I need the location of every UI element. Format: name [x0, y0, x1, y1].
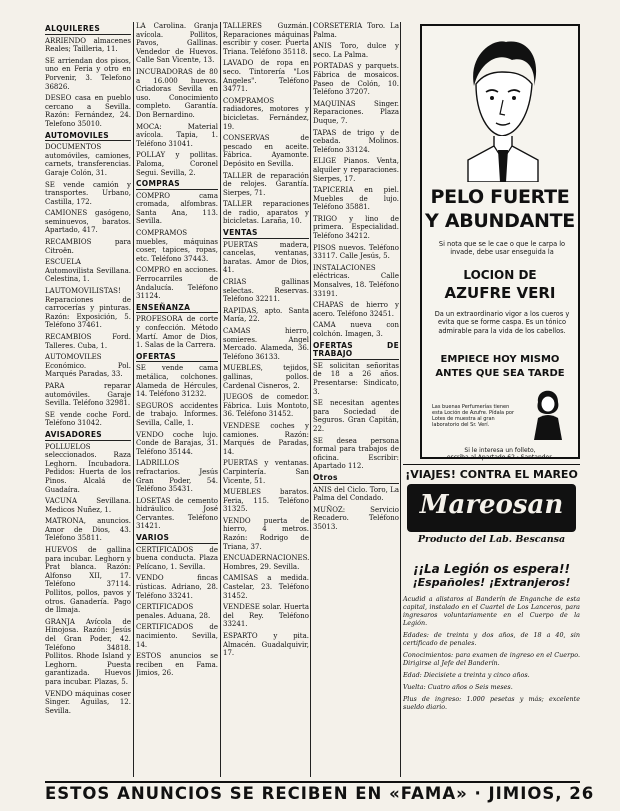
ad-subtitle: Producto del Lab. Bescansa — [417, 534, 566, 545]
classified-ad: CORSETERIA Toro. La Palma. — [313, 22, 399, 39]
section-heading: Otros — [313, 474, 399, 484]
section-heading: VARIOS — [136, 534, 218, 544]
ad-mareosan — [403, 468, 580, 550]
classified-ad: SE necesitan agentes para Sociedad de Seguros. Gran Capitán, 22. — [313, 399, 399, 433]
classified-ad: PARA reparar automóviles. Garaje Sevilla. Teléfono 32981. — [45, 381, 131, 408]
ad-footer-line: escriba al Apartado 62 · Santander. — [446, 454, 554, 461]
classified-ad: ESPARTO y pita. Almacén. Guadalquivir, 17. — [223, 632, 309, 658]
classified-ad: VACUNA Sevillana. Medicos Nuñez, 1. — [45, 497, 131, 514]
ad-side-note: Las buenas Perfumerías tienen esta Loción de Azufre. Pídala por Lotes de muestra al gran laboratorio del Sr. Verí. — [432, 404, 514, 428]
classified-ad: POLLUELOS seleccionados. Raza Leghorn. Incubadora. Pedidos: Huerta de los Pinos. Alcalá de Guadaíra. — [45, 442, 131, 494]
classified-ad: LADRILLOS refractarios. Jesús Gran Poder, 54. Teléfono 35431. — [136, 459, 218, 494]
man-portrait-illustration — [454, 34, 550, 182]
classified-ad: CERTIFICADOS penales. Aduana, 28. — [136, 603, 211, 620]
classified-ad: CAMIONES gasógeno, seminuevos, baratos. Apartado, 417. — [45, 209, 131, 235]
ad-legion — [403, 562, 580, 715]
classified-ad: TRIGO y lino de primera. Especialidad. Teléfono 34212. — [313, 214, 399, 241]
section-heading: VENTAS — [223, 229, 309, 239]
classified-ad: DESEO casa en pueblo cercano a Sevilla. Razón: Fernández, 24. Telefono 35010. — [45, 94, 131, 128]
classified-ad: TALLER reparaciones de radio, aparatos y bicicletas. Laraña, 10. — [223, 200, 309, 226]
classified-ad: CAMISAS a medida. Castelar, 23. Teléfono 31452. — [223, 574, 309, 600]
classified-ad: CERTIFICADOS de buena conducta. Plaza Pelícano, 1. Sevilla. — [136, 545, 218, 571]
woman-illustration — [522, 384, 572, 440]
classified-ad: INSTALACIONES eléctricas. Calle Monsalves, 18. Teléfono 33191. — [313, 263, 399, 298]
classified-ad: ESTOS anuncios se reciben en Fama. Jimios, 26. — [136, 652, 218, 678]
ad-subtitle: ¡Españoles! ¡Extranjeros! — [412, 576, 571, 589]
section-heading: OFERTAS DE TRABAJO — [313, 340, 399, 359]
classified-ad: DOCUMENTOS automóviles, camiones, carnets, transferencias. Garaje Colón, 31. — [45, 143, 131, 177]
ad-title: ¡VIAJES! CONTRA EL MAREO — [405, 468, 578, 481]
ad-locion-azufre-veri — [420, 24, 580, 459]
classified-ad: MOCA: Material avícola. Tapia, 1. Teléfono 31041. — [136, 122, 218, 148]
classified-ad: MATRONA, anuncios. Amor de Dios, 43. Teléfono 35811. — [45, 517, 131, 543]
classified-ad: CHAPAS de hierro y acero. Teléfono 32451. — [313, 301, 399, 318]
classifieds-column-4 — [313, 22, 399, 780]
classified-ad: LOSETAS de cemento hidráulico. José Cervantes. Teléfono 31421. — [136, 496, 218, 531]
classified-ad: SE solicitan señoritas de 18 a 26 años. Presentarse: Sindicato, 3. — [313, 361, 399, 396]
classified-ad: RECAMBIOS para Citroën. — [45, 238, 131, 255]
classified-ad: COMPRAMOS muebles, máquinas coser, tapices, ropas, etc. Teléfono 37443. — [136, 229, 218, 263]
classified-ad: COMPRO en acciones. Ferrocarriles de Andalucía. Teléfono 31124. — [136, 266, 218, 301]
section-divider — [403, 464, 580, 465]
classified-ad: PUERTAS y ventanas. Carpintería. San Vicente, 51. — [223, 459, 309, 485]
ad-title: ¡¡La Legión os espera!! — [413, 562, 570, 576]
classified-ad: MUEBLES, tejidos, gallinas, pollos. Cardenal Cisneros, 2. — [223, 364, 309, 390]
ad-paragraph: Edades: de treinta y dos años, de 18 a 40, sin certificado de penales. — [403, 631, 580, 647]
classified-ad: INCUBADORAS de 80 a 16.000 huevos. Criadoras Sevilla en uso. Conocimiento completo. Garantía. Don Bernardino. — [136, 67, 218, 119]
classified-ad: VENDO coche lujo. Conde de Barajas, 31. Teléfono 35144. — [136, 430, 218, 456]
ad-paragraph: Acudid a alistaros al Banderín de Enganche de esta capital, instalado en el Cuartel de Los Lanceros, para ingresaros voluntariamente en el Cuerpo de la Legión. — [403, 595, 580, 627]
classified-ad: COMPRO cama cromada, alfombras. Santa Ana, 113. Sevilla. — [136, 191, 218, 226]
ad-paragraph: Plus de ingreso: 1.000 pesetas y más; excelente sueldo diario. — [403, 695, 580, 711]
classifieds-column-1 — [45, 22, 131, 780]
classified-ad: CAMAS hierro, somieres. Angel Mercado. Alameda, 36. Teléfono 36133. — [223, 327, 309, 361]
classified-ad: VENDESE solar. Huerta del Rey. Teléfono 33241. — [223, 603, 309, 629]
ad-paragraph: Edad: Diecisiete a treinta y cinco años. — [403, 671, 530, 679]
brand-banner — [407, 484, 576, 532]
classified-ad: SE arriendan dos pisos, uno en Feria y otro en Porvenir, 3. Telefono 36826. — [45, 56, 131, 91]
classified-ad: MAQUINAS Singer. Reparaciones. Plaza Duque, 7. — [313, 99, 399, 125]
ad-headline: PELO FUERTE — [430, 186, 570, 208]
classified-ad: MUEBLES baratos. Feria, 115. Teléfono 31325. — [223, 488, 309, 514]
column-divider — [400, 22, 401, 777]
classified-ad: COMPRAMOS radiadores, motores y bicicletas. Fernández, 19. — [223, 96, 309, 131]
section-heading: COMPRAS — [136, 180, 218, 190]
ad-product-line: LOCION DE — [463, 268, 537, 282]
classified-ad: TALLERES Guzmán. Reparaciones máquinas escribir y coser. Puerta Triana. Teléfono 35118. — [223, 22, 309, 56]
section-heading: OFERTAS — [136, 353, 218, 363]
ad-paragraph: Vuelta: Cuatro años o Seis meses. — [403, 683, 513, 691]
classified-ad: SE vende cama metálica, colchones. Alameda de Hércules, 14. Teléfono 31232. — [136, 364, 218, 399]
classified-ad: VENDO máquinas coser Singer. Aguilas, 12. Sevilla. — [45, 689, 131, 715]
ad-product-name: AZUFRE VERI — [444, 284, 556, 302]
classified-ad: AUTOMOVILES Económico. Pol. Marqués Paradas, 33. — [45, 353, 131, 379]
ad-body: Da un extraordinario vigor a los cueros y evita que se forme caspa. Es un tónico admirable para la vida de los cabellos. — [434, 310, 570, 335]
footer-banner: ESTOS ANUNCIOS SE RECIBEN EN «FAMA» · JIMIOS, 26 — [45, 781, 580, 805]
classified-ad: SE vende coche Ford. Teléfono 31042. — [45, 410, 131, 428]
ad-cta: EMPIECE HOY MISMO — [440, 354, 560, 365]
classified-ad: TALLER de reparación de relojes. Garantía. Sierpes, 71. — [223, 171, 309, 197]
ad-intro: Si nota que se le cae o que le carpa lo invade, debe usar enseguida la — [438, 240, 566, 257]
section-heading: ENSEÑANZA — [136, 304, 218, 314]
classified-ad: LA Carolina. Granja avícola. Pollitos, Pavos, Gallinas. Vendedor de Huevos. Calle San Vicente, 13. — [136, 22, 218, 65]
classified-ad: POLLAY y pollitas. Paloma, Coronel Segui. Sevilla, 2. — [136, 151, 218, 177]
classified-ad: LAVADO de ropa en seco. Tintorería "Los Angeles". Teléfono 34771. — [223, 59, 309, 94]
classified-ad: PROFESORA de corte y confección. Método Martí. Amor de Dios, 1. Salas de la Carrera. — [136, 315, 218, 350]
classified-ad: ENCUADERNACIONES. Hombres, 29. Sevilla. — [223, 554, 309, 571]
classified-ad: PUERTAS madera, cancelas, ventanas, baratas. Amor de Dios, 41. — [223, 240, 309, 275]
classified-ad: ESCUELA Automovilista Sevillana. Celestina, 1. — [45, 258, 131, 284]
brand-name: Mareosan — [419, 490, 564, 520]
ad-cta: ANTES QUE SEA TARDE — [435, 368, 565, 379]
ad-footer — [422, 447, 578, 461]
classified-ad: ARRIENDO almacenes Reales; Tailleria, 11. — [45, 36, 131, 54]
classified-ad: JUEGOS de comedor. Fábrica. Luis Montoto, 36. Teléfono 31452. — [223, 393, 309, 419]
classified-ad: ANIS del Ciclo. Toro, La Palma del Condado. — [313, 485, 399, 503]
classified-ad: CERTIFICADOS de nacimiento. Sevilla, 14. — [136, 623, 218, 649]
ad-headline: Y ABUNDANTE — [425, 210, 575, 232]
classified-ad: CAMA nueva con colchón. Imagen, 3. — [313, 321, 399, 338]
classified-ad: PORTADAS y parquets. Fábrica de mosaicos. Paseo de Colón, 10. Teléfono 37207. — [313, 62, 399, 97]
classified-ad: CRIAS gallinas selectas. Reservas. Teléfono 32211. — [223, 278, 309, 304]
classified-ad: SE desea persona formal para trabajos de oficina. Escribir: Apartado 112. — [313, 436, 399, 471]
classified-ad: TAPAS de trigo y de cebada. Molinos. Teléfono 33124. — [313, 128, 399, 154]
ad-paragraph: Conocimientos: para examen de ingreso en el Cuerpo. Dirigirse al Jefe del Banderín. — [403, 651, 580, 667]
classifieds-column-3 — [223, 22, 309, 780]
classified-ad: CONSERVAS de pescado en aceite. Fábrica. Ayamonte. Depósito en Sevilla. — [223, 134, 309, 168]
section-heading: AUTOMOVILES — [45, 132, 131, 142]
classified-ad: MUÑOZ: Servicio Recadero. Teléfono 35013. — [313, 505, 399, 531]
column-divider — [220, 22, 221, 777]
section-heading: AVISADORES — [45, 431, 131, 441]
classified-ad: VENDO puerta de hierro, 4 metros. Razón: Rodrigo de Triana, 37. — [223, 516, 309, 551]
classifieds-column-2 — [136, 22, 218, 780]
column-divider — [133, 22, 134, 777]
classified-ad: RAPIDAS, apto. Santa María, 22. — [223, 306, 309, 324]
column-divider — [310, 22, 311, 777]
classified-ad: SEGUROS accidentes de trabajo. Informes. Sevilla, Calle, 1. — [136, 401, 218, 427]
classified-ad: VENDO fincas rústicas. Adriano, 28. Teléfono 33241. — [136, 574, 218, 600]
classified-ad: SE vende camión y transportes. Urbano, Castilla, 172. — [45, 180, 131, 206]
classified-ad: HUEVOS de gallina para incubar. Leghorn y Prat blanca. Razón: Alfonso XII, 17. Teléfono 37114. Pollitos, pollos, pavos y otros. Ganadería. Pago de Ilmaja. — [45, 546, 131, 615]
ad-footer-line: Si le interesa un folleto, — [464, 447, 536, 454]
classified-ad: LAUTOMOVILISTAS! Reparaciones de carrocerías y pinturas. Razón: Exposición, 5. Teléfono 37461. — [45, 287, 131, 330]
section-heading: ALQUILERES — [45, 25, 131, 35]
classified-ad: ELIGE Pianos. Venta, alquiler y reparaciones. Sierpes, 17. — [313, 157, 399, 183]
ad-body — [403, 595, 580, 711]
classified-ad: VENDESE coches y camiones. Razón: Marqués de Paradas, 14. — [223, 421, 309, 456]
classified-ad: PISOS nuevos. Teléfono 33117. Calle Jesús, 5. — [313, 243, 399, 261]
classified-ad: RECAMBIOS Ford. Talleres. Cuba, 1. — [45, 333, 131, 350]
classified-ad: GRANJA Avícola de Hinojosa. Razón: Jesús del Gran Poder, 42. Teléfono 34818. Pollitos. Rhode Island y Leghorn. Puesta garantizada. Huevos para incubar. Plazas, 5. — [45, 617, 131, 686]
classified-ad: TAPICERIA en piel. Muebles de lujo. Teléfono 35881. — [313, 186, 399, 212]
classified-ad: ANIS Toro, dulce y seco. La Palma. — [313, 42, 399, 59]
